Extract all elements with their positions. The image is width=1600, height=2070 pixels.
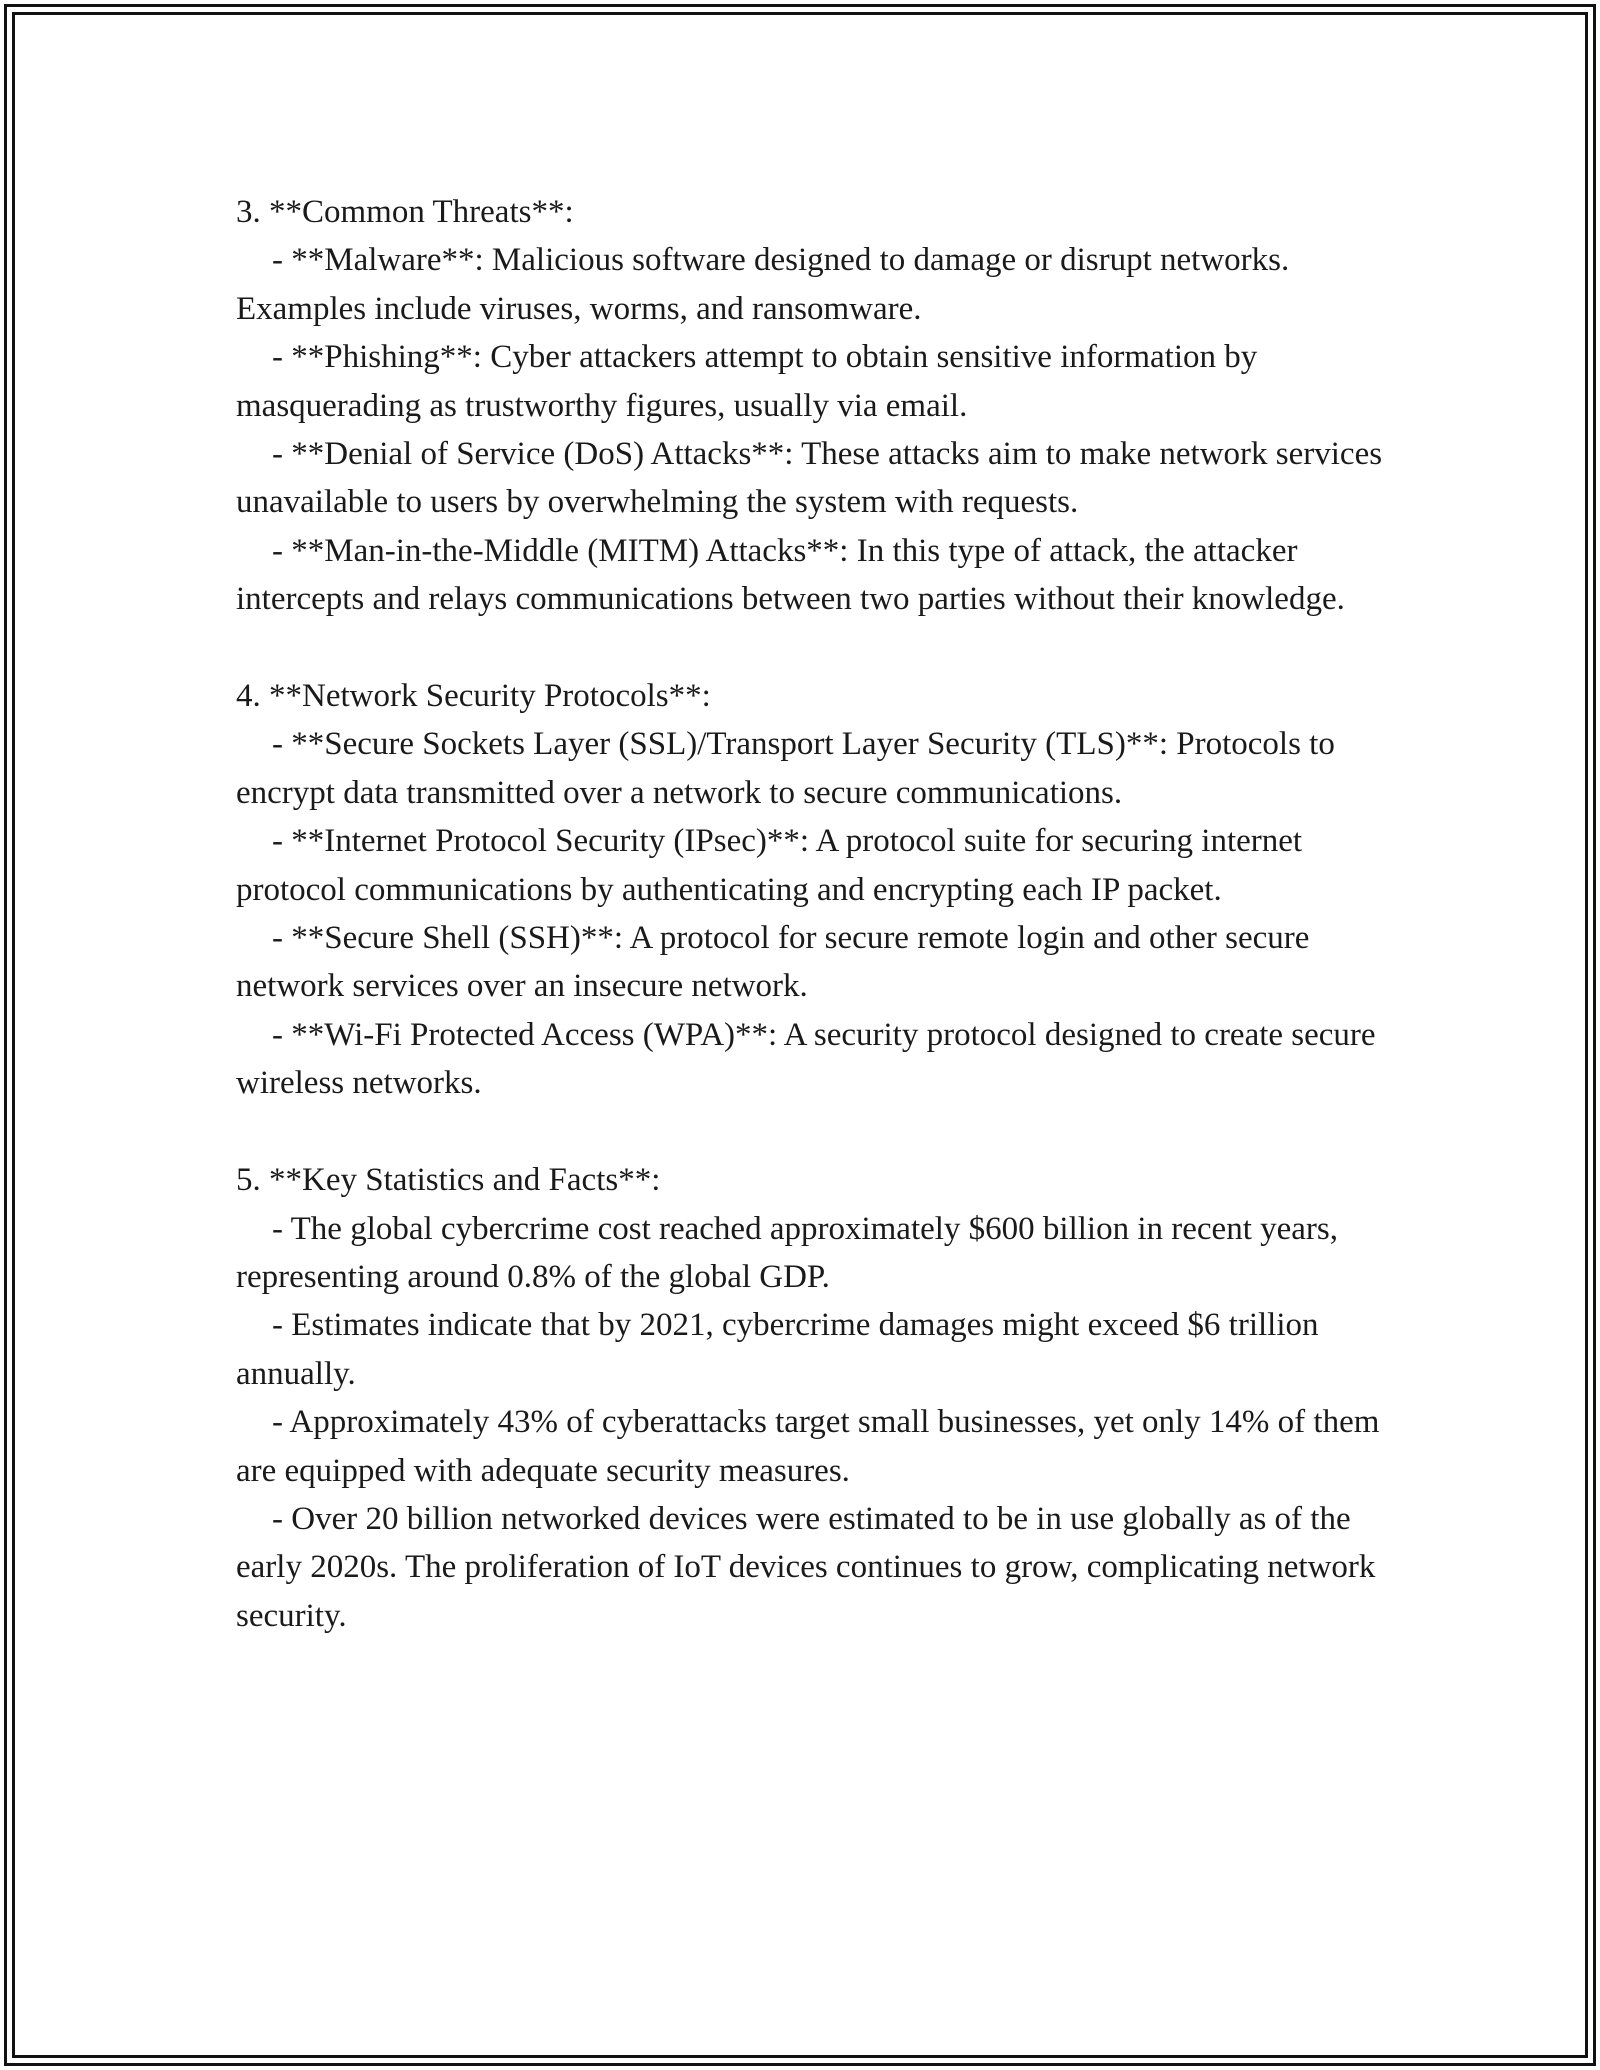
list-item: - The global cybercrime cost reached approximately $600 billion in recent years, representing around 0.8% of the global GDP. [236,1210,1338,1295]
list-item: - **Wi-Fi Protected Access (WPA)**: A security protocol designed to create secure wireless networks. [236,1016,1376,1102]
section-common-threats [236,188,1396,624]
section-heading: 5. **Key Statistics and Facts**: [236,1162,661,1199]
list-item: - **Internet Protocol Security (IPsec)**: A protocol suite for securing internet protocol communications by authenticating and encrypting each IP packet. [236,823,1303,908]
list-item: - **Malware**: Malicious software designed to damage or disrupt networks. Examples include viruses, worms, and ransomware. [236,242,1290,327]
list-item: - **Man-in-the-Middle (MITM) Attacks**: In this type of attack, the attacker intercepts and relays communications between two parties without their knowledge. [236,532,1345,618]
list-item: - Approximately 43% of cyberattacks target small businesses, yet only 14% of them are equipped with adequate security measures. [236,1404,1380,1489]
list-item: - **Secure Sockets Layer (SSL)/Transport Layer Security (TLS)**: Protocols to encrypt data transmitted over a network to secure communications. [236,726,1335,811]
list-item: - Over 20 billion networked devices were estimated to be in use globally as of the early 2020s. The proliferation of IoT devices continues to grow, complicating network security. [236,1500,1376,1634]
document-body [236,188,1396,1640]
section-heading: 3. **Common Threats**: [236,194,574,230]
list-item: - **Secure Shell (SSH)**: A protocol for secure remote login and other secure network services over an insecure network. [236,920,1310,1005]
list-item: - Estimates indicate that by 2021, cybercrime damages might exceed $6 trillion annually. [236,1307,1319,1392]
section-network-security-protocols [236,672,1396,1108]
section-heading: 4. **Network Security Protocols**: [236,678,711,715]
list-item: - **Denial of Service (DoS) Attacks**: These attacks aim to make network services unavailable to users by overwhelming the system with requests. [236,436,1383,521]
list-item: - **Phishing**: Cyber attackers attempt to obtain sensitive information by masquerading as trustworthy figures, usually via email. [236,339,1258,424]
section-key-statistics [236,1156,1396,1640]
